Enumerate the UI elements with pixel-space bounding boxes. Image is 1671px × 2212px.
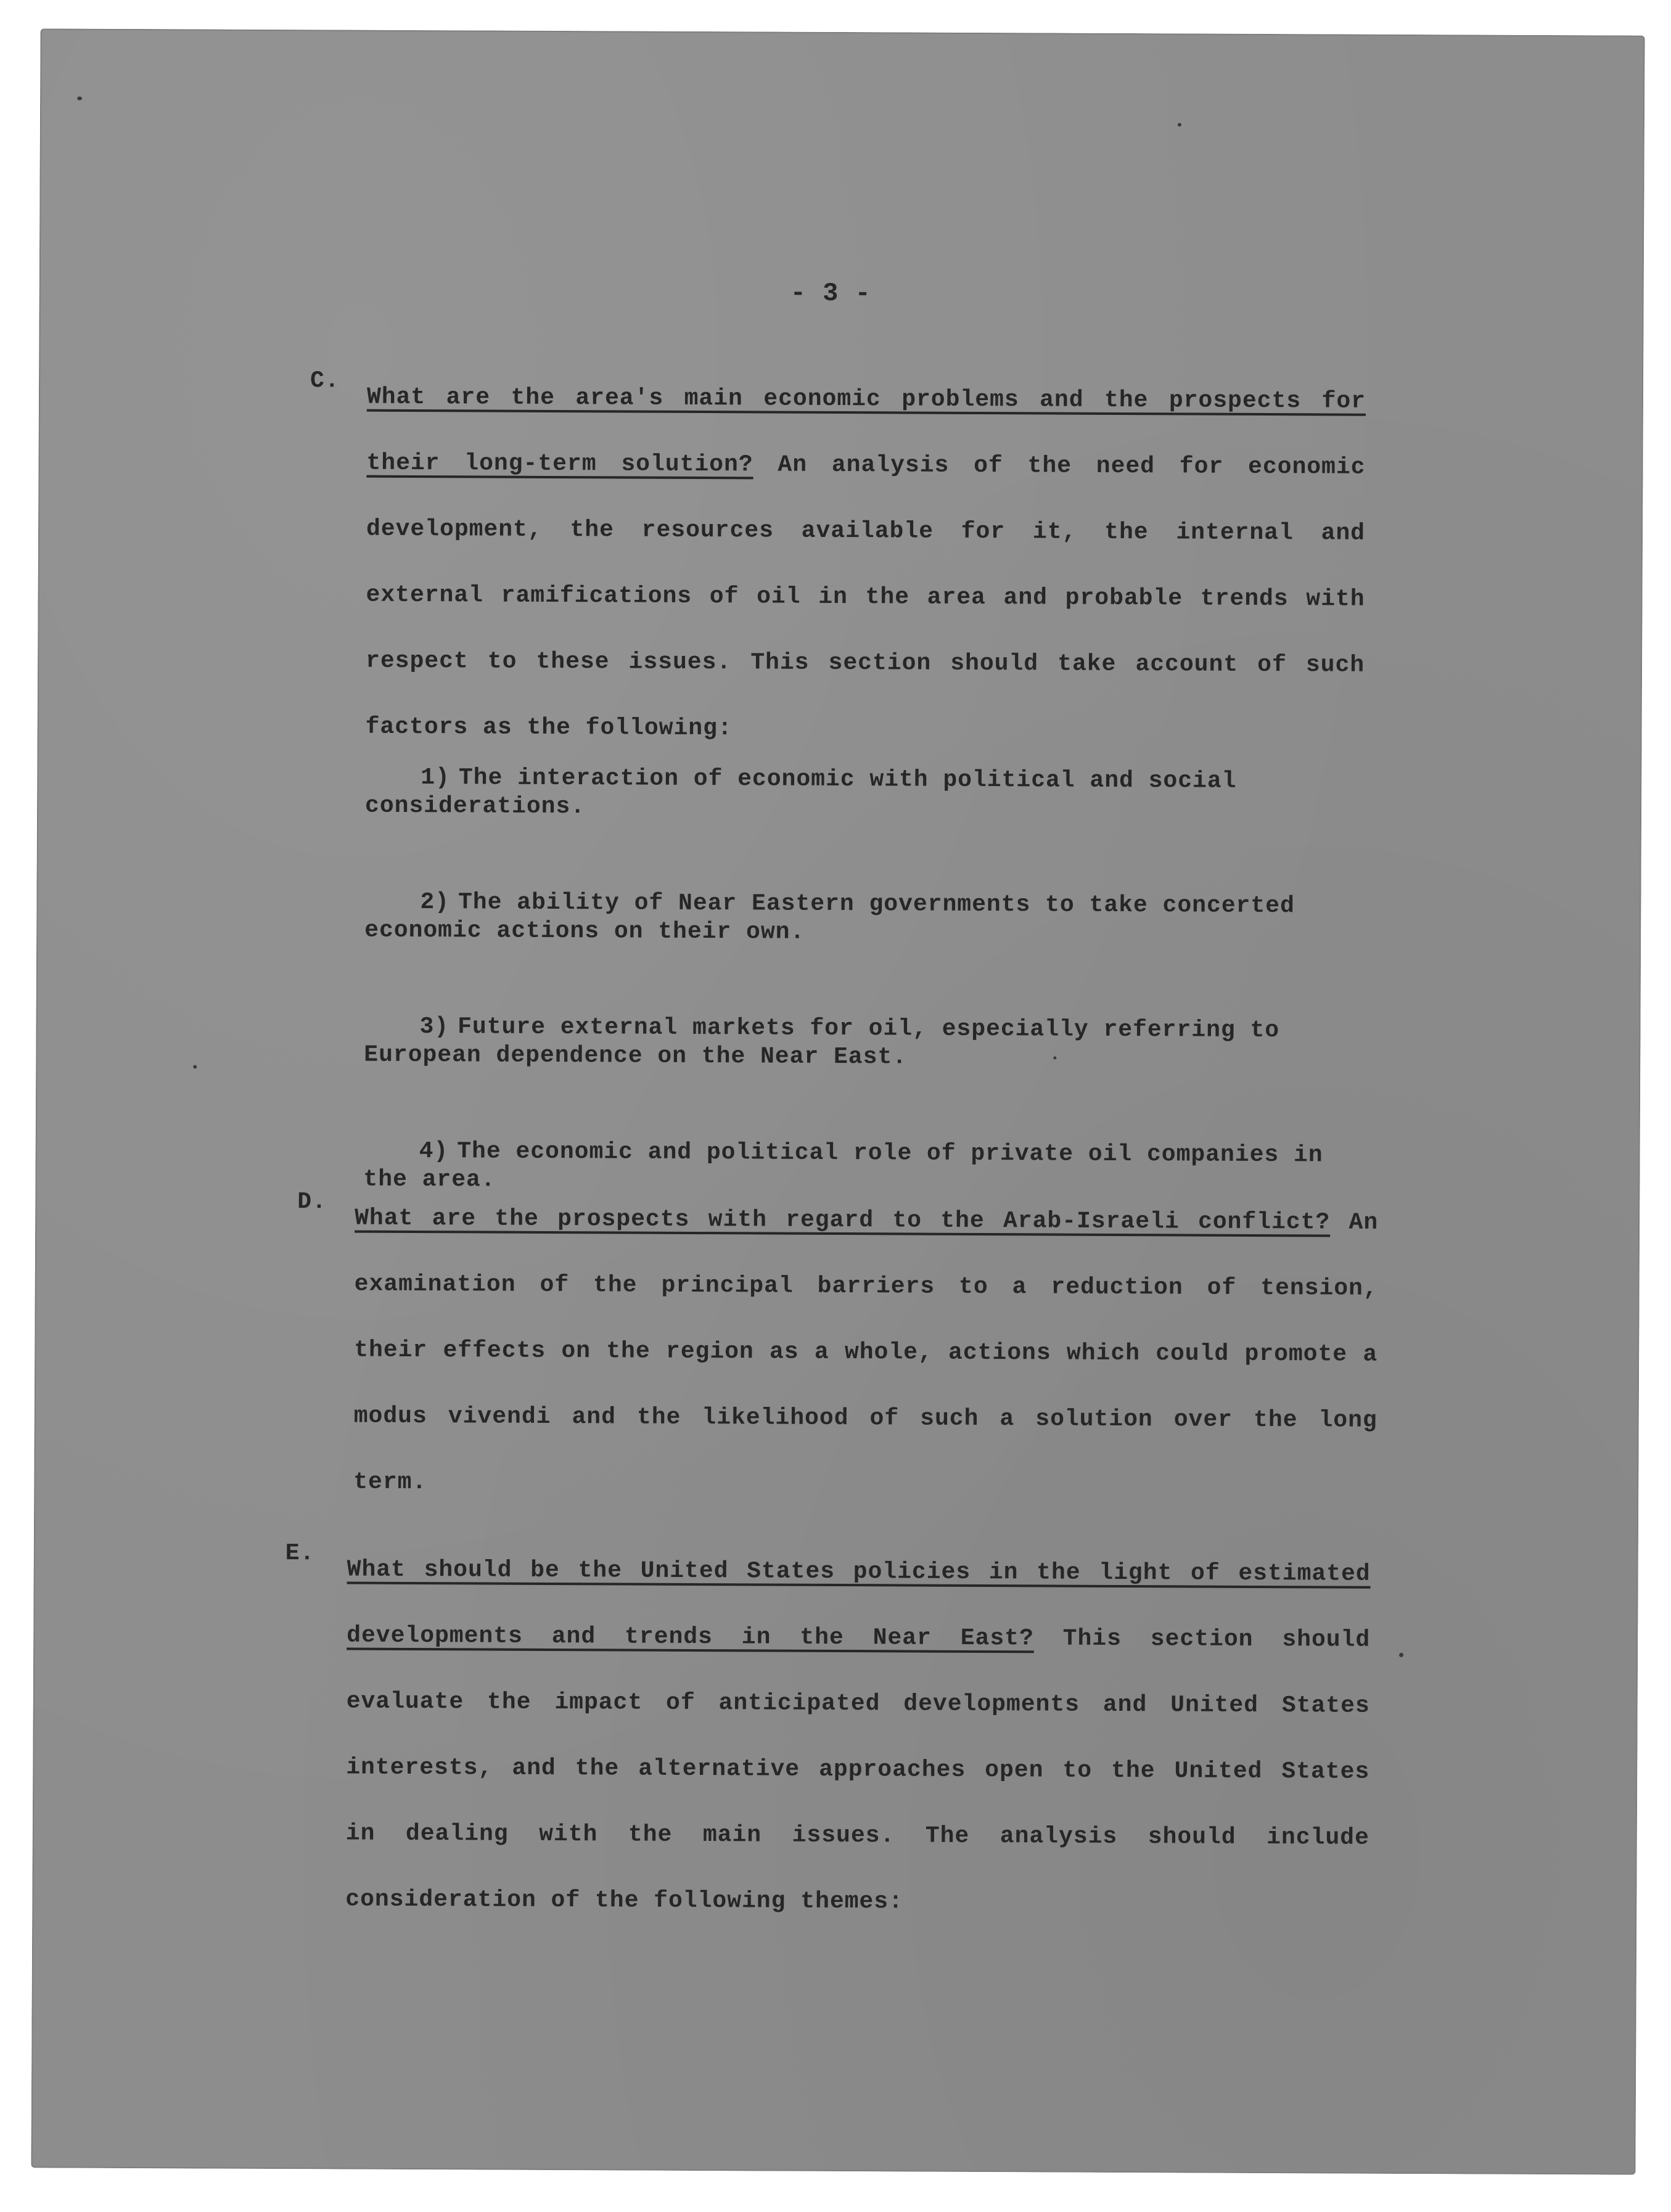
section-e-paragraph — [345, 1537, 1371, 1937]
list-item-number: 4) — [419, 1138, 449, 1165]
section-d-letter: D. — [297, 1189, 327, 1216]
document-page — [31, 28, 1644, 2174]
section-d-heading: What are the prospects with regard to the Arab-Israeli conflict? — [355, 1205, 1331, 1236]
scan-speck — [77, 97, 82, 100]
list-item-text: The ability of Near Eastern governments to take concerted economic actions on their own. — [364, 889, 1295, 946]
list-item-number: 2) — [420, 889, 450, 916]
list-item-text: Future external markets for oil, especially referring to European dependence on the Near East. — [364, 1014, 1280, 1071]
list-item-number: 1) — [421, 764, 450, 792]
section-d-body: An examination of the principal barriers to a reduction of tension, their effects on the region as a whole, actions which could promote a modus vivendi and the likelihood of such a solution over the long term. — [353, 1209, 1379, 1496]
section-e-body: This section should evaluate the impact of anticipated developments and United States interests, and the alternative approaches open to the United States in dealing with the main issues. The analysis should include consideration of the following themes: — [345, 1625, 1371, 1915]
list-item-number: 3) — [419, 1014, 450, 1041]
typed-document — [31, 28, 1644, 2174]
list-item-text: The interaction of economic with political and social considerations. — [364, 764, 1237, 821]
scan-speck — [1178, 123, 1181, 126]
section-e-letter: E. — [285, 1540, 315, 1567]
list-item — [365, 764, 1367, 825]
list-item-text: The economic and political role of private oil companies in the area. — [363, 1138, 1323, 1194]
scan-speck — [1053, 1057, 1056, 1060]
list-item — [364, 888, 1366, 949]
section-e-heading: What should be the United States policies in the light of estimated developments and trends in the Near East? — [347, 1556, 1371, 1652]
section-c-paragraph — [365, 364, 1366, 764]
section-c-heading: What are the area's main economic problems and the prospects for their long-term solution? — [366, 383, 1366, 478]
scan-speck — [1399, 1653, 1403, 1657]
section-d-paragraph — [353, 1186, 1378, 1520]
section-c-letter: C. — [310, 367, 340, 395]
page-number: - 3 - — [790, 278, 871, 309]
scan-speck — [193, 1065, 197, 1068]
list-item — [364, 1013, 1366, 1074]
section-c-body: An analysis of the need for economic development, the resources available for it, the internal and external ramifications of oil in the area and probable trends with respect to these issues. This section should take account of such factors as the following: — [365, 451, 1366, 742]
